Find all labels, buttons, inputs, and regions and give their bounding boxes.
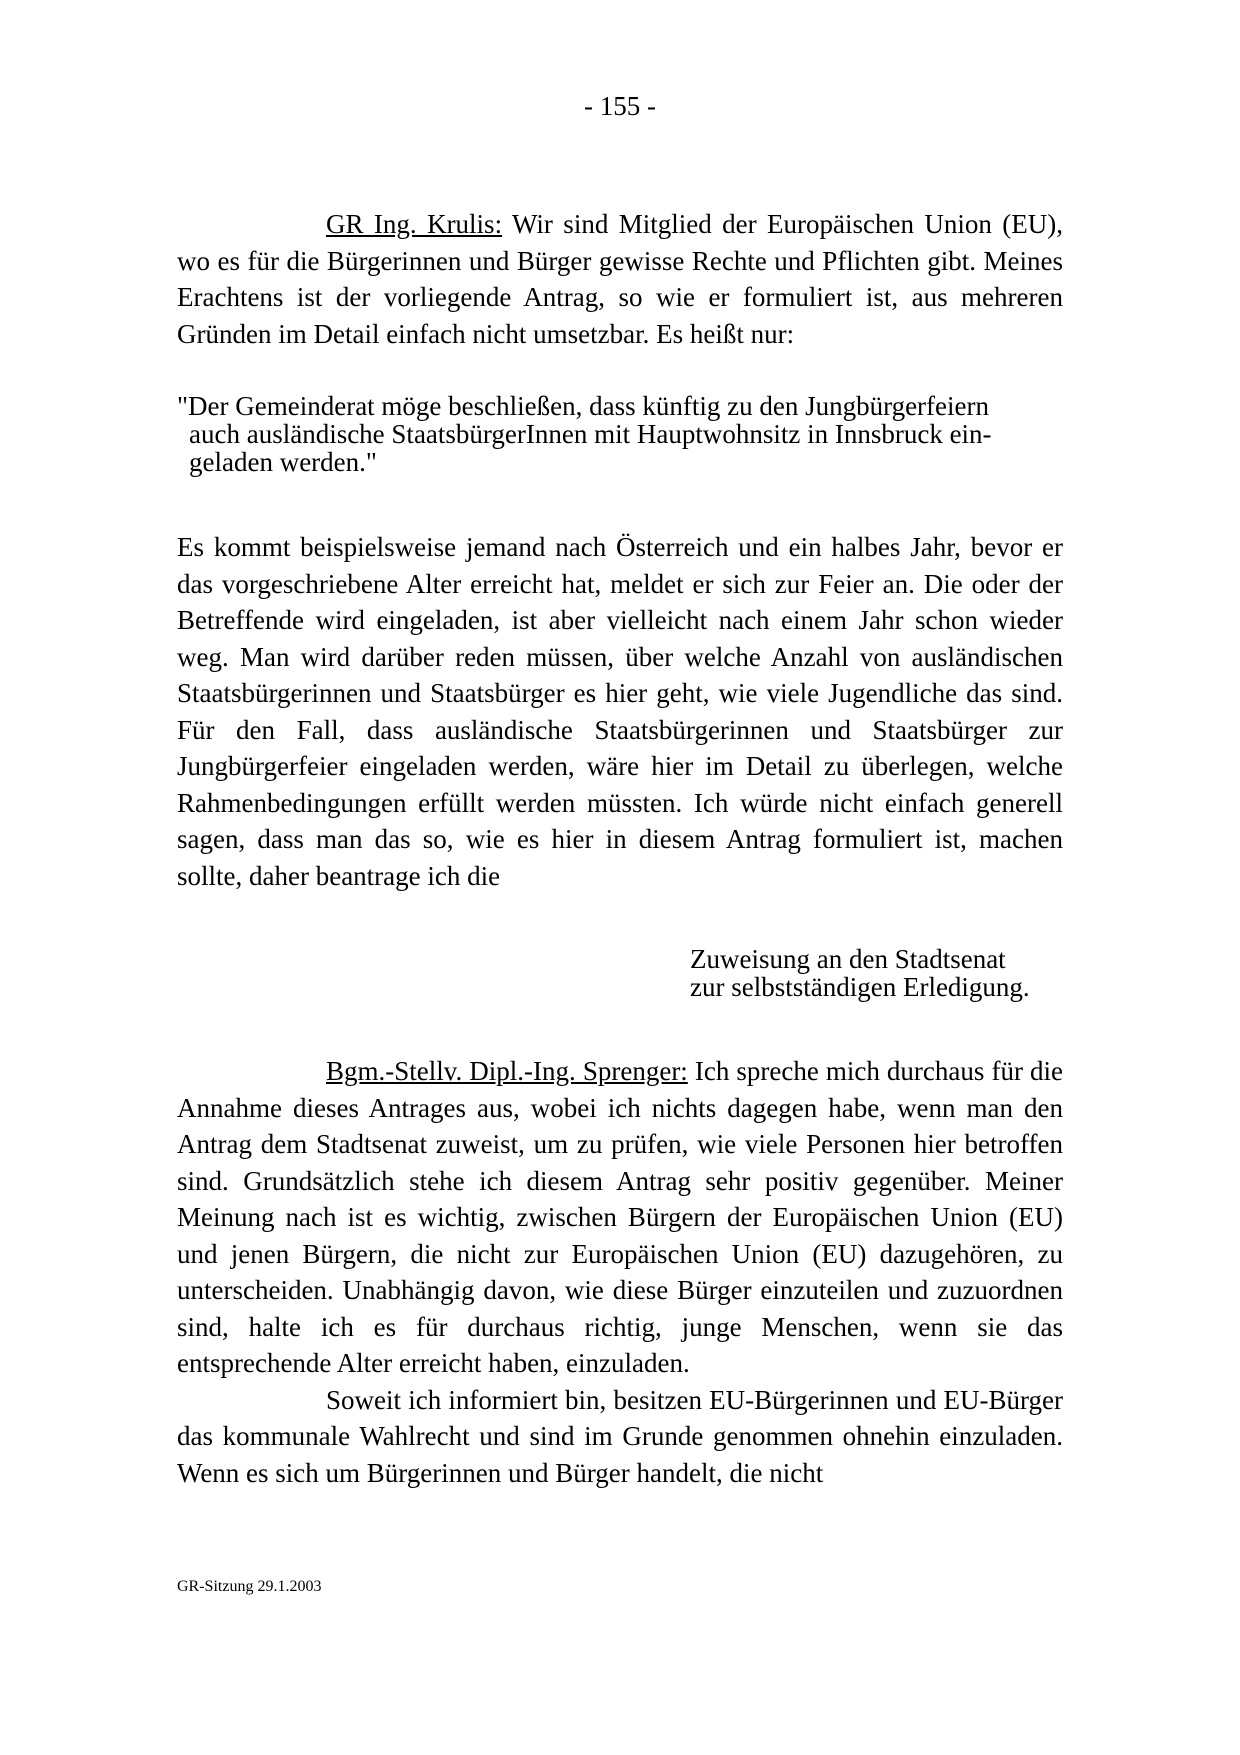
quote-line-2: auch ausländische StaatsbürgerInnen mit Hauptwohnsitz in Innsbruck ein-	[189, 419, 992, 449]
motion-line-1: Zuweisung an den Stadtsenat	[690, 944, 1006, 974]
speech-sprenger	[177, 1053, 1063, 1491]
page-footer: GR-Sitzung 29.1.2003	[177, 1578, 322, 1595]
page-number: - 155 -	[584, 91, 656, 121]
speech-krulis-intro-text: Wir sind Mitglied der Europäischen Union (EU), wo es für die Bürgerinnen und Bürger gewisse Rechte und Pflichten gibt. Meines Erachtens ist der vorliegende Antrag, so wie er formuliert ist, aus mehreren Gründen im Detail einfach nicht umsetzbar. Es heißt nur:	[177, 209, 1064, 349]
speech-krulis-intro	[177, 206, 1063, 352]
motion-request	[690, 945, 1030, 1001]
motion-line-2: zur selbstständigen Erledigung.	[690, 972, 1030, 1002]
speaker-name-sprenger: Bgm.-Stellv. Dipl.-Ing. Sprenger:	[326, 1056, 688, 1086]
motion-quote	[177, 392, 1063, 476]
speech-sprenger-para-2: Soweit ich informiert bin, besitzen EU-Bürgerinnen und EU-Bürger das kommunale Wahlrecht und sind im Grunde genommen ohnehin einzuladen. Wenn es sich um Bürgerinnen und Bürger handelt, die nicht	[177, 1384, 1063, 1488]
speaker-name-krulis: GR Ing. Krulis:	[326, 209, 503, 239]
quote-line-3: geladen werden."	[189, 447, 377, 477]
speech-krulis-body	[177, 529, 1063, 894]
quote-line-1: "Der Gemeinderat möge beschließen, dass künftig zu den Jungbürgerfeiern	[177, 391, 990, 421]
speech-krulis-body-text: Es kommt beispielsweise jemand nach Österreich und ein halbes Jahr, bevor er das vorgeschriebene Alter erreicht hat, meldet er sich zur Feier an. Die oder der Betreffende wird eingeladen, ist aber vielleicht nach einem Jahr schon wieder weg. Man wird darüber reden müssen, über welche Anzahl von ausländischen Staatsbürgerinnen und Staatsbürger es hier geht, wie viele Jugendliche das sind. Für den Fall, dass ausländische Staatsbürgerinnen und Staatsbürger zur Jungbürgerfeier eingeladen werden, wäre hier im Detail zu überlegen, welche Rahmenbedingungen erfüllt werden müssten. Ich würde nicht einfach generell sagen, dass man das so, wie es hier in diesem Antrag formuliert ist, machen sollte, daher beantrage ich die	[177, 532, 1063, 891]
speech-sprenger-para-1-text: Ich spreche mich durchaus für die Annahme dieses Antrages aus, wobei ich nichts dagegen habe, wenn man den Antrag dem Stadtsenat zuweist, um zu prüfen, wie viele Personen hier betroffen sind. Grundsätzlich stehe ich diesem Antrag sehr positiv gegenüber. Meiner Meinung nach ist es wichtig, zwischen Bürgern der Europäischen Union (EU) und jenen Bürgern, die nicht zur Europäischen Union (EU) dazugehören, zu unterscheiden. Unabhängig davon, wie diese Bürger einzuteilen und zuzuordnen sind, halte ich es für durchaus richtig, junge Menschen, wenn sie das entsprechende Alter erreicht haben, einzuladen.	[177, 1056, 1063, 1378]
speech-sprenger-para-1	[177, 1053, 1063, 1382]
